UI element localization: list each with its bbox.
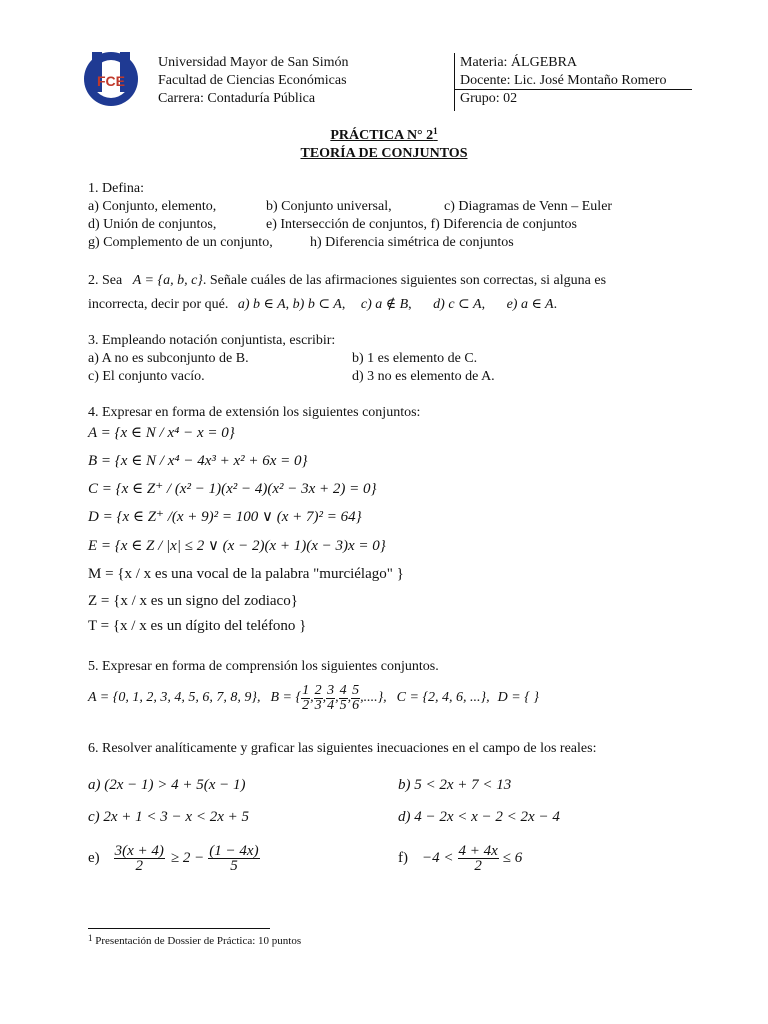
- header-rule: [454, 89, 692, 90]
- institution-block: [158, 54, 349, 108]
- q2-item-d: d) c ⊂ A: [433, 297, 482, 312]
- logo-text: FCE: [97, 73, 125, 89]
- footnote-rule: [88, 928, 270, 929]
- faculty-name: Facultad de Ciencias Económicas: [158, 73, 347, 88]
- q1-row2: d) Unión de conjuntos, e) Intersección de conjuntos, f) Diferencia de conjuntos: [88, 217, 577, 232]
- q5-set-C: C = {2, 4, 6, ...},: [396, 690, 490, 705]
- header-divider: [454, 53, 455, 111]
- header: [82, 50, 692, 112]
- q6-e: e) $\frac{3(x + 4)}{2}$ ≥ 2 − $\frac{(1 - 4x)}{5}$: [88, 842, 259, 874]
- q4-set-C: C = {x ∈ Z⁺ / (x² − 1)(x² − 4)(x² − 3x + 2) = 0}: [88, 481, 377, 497]
- career-name: Carrera: Contaduría Pública: [158, 91, 316, 106]
- q5-set-D: D = { }: [497, 690, 539, 705]
- q4-set-B: B = {x ∈ N / x⁴ − 4x³ + x² + 6x = 0}: [88, 453, 308, 469]
- q4-set-T: T = {x / x es un dígito del teléfono }: [88, 618, 307, 634]
- q3-row1: a) A no es subconjunto de B. b) 1 es elemento de C.: [88, 351, 478, 366]
- q6-heading: 6. Resolver analíticamente y graficar las siguientes inecuaciones en el campo de los reales:: [88, 741, 597, 756]
- q5-set-B-prefix: B = {: [270, 690, 302, 705]
- q4-set-Z: Z = {x / x es un signo del zodiaco}: [88, 593, 298, 609]
- footnote: $^1$ Presentación de Dossier de Práctica: 10 puntos: [88, 933, 302, 947]
- topic-title: TEORÍA DE CONJUNTOS: [300, 146, 468, 161]
- q4-set-D: D = {x ∈ Z⁺ /(x + 9)² = 100 ∨ (x + 7)² = 64}: [88, 509, 362, 525]
- q2-item-c: c) a ∉ B: [360, 297, 409, 312]
- university-logo: [82, 50, 140, 108]
- university-name: Universidad Mayor de San Simón: [158, 55, 349, 70]
- q5-sets: A = {0, 1, 2, 3, 4, 5, 6, 7, 8, 9}, B = { $\frac{1}{2}$ , $\frac{2}{3}$ , $\frac{3}{4}$ , $\frac{4}{5}$ , $\frac{5}{6}$ ,....}, C = {2, 4, 6, ...}, D = { }: [88, 682, 539, 713]
- q2-item-b: b) b ⊂ A: [292, 297, 342, 312]
- q2-item-e: e) a ∈ A: [506, 297, 554, 312]
- q4-set-E: E = {x ∈ Z / |x| ≤ 2 ∨ (x − 2)(x + 1)(x − 3)x = 0}: [88, 538, 386, 554]
- q6-c: c) 2x + 1 < 3 − x < 2x + 5: [88, 809, 249, 825]
- q2-item-a: a) b ∈ A: [237, 297, 286, 312]
- course-block: [460, 54, 666, 108]
- q3-row2: c) El conjunto vacío. d) 3 no es elemento de A.: [88, 369, 495, 384]
- q2-line1: 2. Sea A = {a, b, c}. Señale cuáles de las afirmaciones siguientes son correctas, si alguna es: [88, 273, 607, 288]
- subject: Materia: ÁLGEBRA: [460, 55, 578, 70]
- q1-row3: g) Complemento de un conjunto, h) Diferencia simétrica de conjuntos: [88, 235, 514, 250]
- q1-row1: a) Conjunto, elemento, b) Conjunto universal, c) Diagramas de Venn – Euler: [88, 199, 613, 214]
- q1-heading: 1. Defina:: [88, 181, 144, 196]
- group: Grupo: 02: [460, 91, 518, 106]
- practice-title: PRÁCTICA N° $2^1$: [330, 126, 438, 143]
- q3-heading: 3. Empleando notación conjuntista, escribir:: [88, 333, 336, 348]
- q6-d: d) 4 − 2x < x − 2 < 2x − 4: [398, 809, 560, 825]
- q5-set-A: A = {0, 1, 2, 3, 4, 5, 6, 7, 8, 9},: [88, 690, 261, 705]
- q4-set-M: M = {x / x es una vocal de la palabra "murciélago" }: [88, 566, 404, 582]
- q6-f: f) −4 < $\frac{4 + 4x}{2}$ ≤ 6: [398, 842, 523, 874]
- teacher: Docente: Lic. José Montaño Romero: [460, 73, 667, 88]
- q5-heading: 5. Expresar en forma de comprensión los siguientes conjuntos.: [88, 659, 439, 674]
- q2-line2: incorrecta, decir por qué. a) b ∈ A, b) b ⊂ A, c) a ∉ B, d) c ⊂ A, e) a ∈ A.: [88, 297, 558, 312]
- q4-set-A: A = {x ∈ N / x⁴ − x = 0}: [88, 425, 235, 441]
- q6-a: a) (2x − 1) > 4 + 5(x − 1): [88, 777, 246, 793]
- q6-b: b) 5 < 2x + 7 < 13: [398, 777, 512, 793]
- q4-heading: 4. Expresar en forma de extensión los siguientes conjuntos:: [88, 405, 421, 420]
